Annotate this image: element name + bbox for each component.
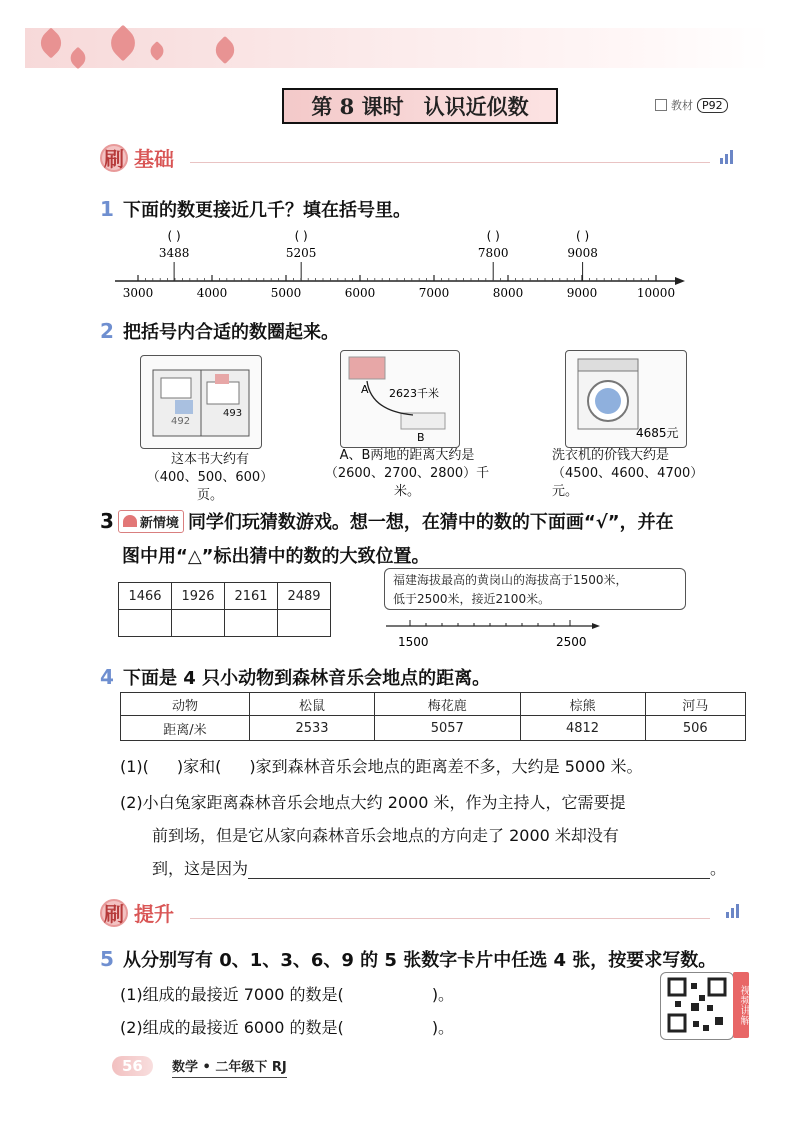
axis-label-left: 1500 [398, 635, 429, 649]
lesson-title: 认识近似数 [423, 94, 529, 119]
question-5-part-2: (2)组成的最接近 6000 的数是( )。 [120, 1018, 455, 1037]
book-caption: 这本书大约有 （400、500、600）页。 [146, 452, 274, 503]
section-label: 基础 [134, 147, 174, 171]
number-line-1 [110, 226, 690, 308]
table-row [119, 583, 331, 610]
washer-card [565, 350, 687, 448]
book-card [140, 355, 262, 449]
question-4-part-1: (1)( )家和( )家到森林音乐会地点的距离差不多，大约是 5000 米。 [120, 757, 643, 776]
number-line-2 [384, 618, 604, 652]
table-cell: 2161 [225, 583, 278, 610]
point-a-label: A [361, 383, 369, 396]
level-bars-icon [726, 904, 739, 918]
question-3-line2: 图中用“△”标出猜中的数的大致位置。 [122, 546, 430, 567]
distance-label: 2623千米 [389, 387, 439, 400]
table-header: 动物 [121, 693, 250, 716]
question-4-part-2-line3: 到，这是因为 。 [152, 859, 727, 878]
book-info: 数学 • 二年级下 RJ [172, 1056, 287, 1078]
table-cell: 1926 [172, 583, 225, 610]
price-label: 4685元 [636, 426, 679, 440]
tick-label: 9000 [566, 286, 598, 300]
question-1: 1 下面的数更接近几千？填在括号里。 [100, 197, 412, 221]
question-3: 3 新情境 同学们玩猜数游戏。想一想，在猜中的数的下面画“√”，并在 [100, 509, 674, 533]
answer-line[interactable] [248, 859, 710, 879]
table-header: 距离/米 [121, 716, 250, 741]
hint-box: 福建海拔最高的黄岗山的海拔高于1500米， 低于2500米，接近2100米。 [384, 568, 686, 610]
marked-number-label: 5205 [285, 246, 317, 260]
question-5-part-1: (1)组成的最接近 7000 的数是( )。 [120, 985, 455, 1004]
lesson-number: 第 8 课时 [311, 94, 404, 119]
answer-cell[interactable] [278, 610, 331, 637]
section-advanced-header [100, 898, 174, 927]
tick-label: 3000 [122, 286, 154, 300]
umbrella-icon [123, 515, 137, 527]
question-2: 2 把括号内合适的数圈起来。 [100, 319, 340, 343]
section-mark: 刷 [100, 144, 128, 172]
guess-number-table [118, 582, 331, 637]
arrow-head-icon [675, 277, 685, 285]
table-cell: 506 [645, 716, 746, 741]
tick-label: 10000 [636, 286, 676, 300]
answer-blank: ( ) [486, 229, 500, 243]
question-4-part-2: (2)小白兔家距离森林音乐会地点大约 2000 米，作为主持人，它需要提 [120, 793, 626, 812]
section-mark: 刷 [100, 899, 128, 927]
tick-label: 5000 [270, 286, 302, 300]
lesson-title-banner [282, 88, 558, 124]
table-cell: 梅花鹿 [375, 693, 521, 716]
washing-machine-icon [566, 351, 686, 447]
level-bars-icon [720, 150, 733, 164]
distance-map-icon [341, 351, 459, 447]
question-4-part-2-line2: 前到场，但是它从家向森林音乐会地点的方向走了 2000 米却没有 [152, 826, 619, 845]
video-explanation-label[interactable]: 视频讲解 [733, 972, 749, 1038]
arrow-head-icon [592, 623, 600, 629]
section-divider [190, 918, 710, 919]
map-card [340, 350, 460, 448]
table-cell: 棕熊 [520, 693, 645, 716]
map-caption: A、B两地的距离大约是 （2600、2700、2800）千米。 [324, 448, 490, 499]
table-cell: 河马 [645, 693, 746, 716]
page-number-right: 493 [223, 408, 243, 419]
page-number-left: 492 [171, 416, 191, 427]
question-5: 5 从分别写有 0、1、3、6、9 的 5 张数字卡片中任选 4 张，按要求写数。 [100, 947, 717, 971]
section-divider [190, 162, 710, 163]
section-label: 提升 [134, 902, 174, 926]
book-icon [655, 99, 667, 111]
qr-code-icon[interactable] [660, 972, 734, 1040]
washer-caption: 洗衣机的价钱大约是 （4500、4600、4700）元。 [552, 448, 704, 499]
table-cell: 2489 [278, 583, 331, 610]
table-cell: 5057 [375, 716, 521, 741]
tick-label: 4000 [196, 286, 228, 300]
page-number-badge: 56 [112, 1056, 153, 1076]
point-b-label: B [417, 431, 425, 444]
answer-cell[interactable] [119, 610, 172, 637]
table-row [119, 610, 331, 637]
marked-number-label: 7800 [477, 246, 509, 260]
header-band [25, 28, 770, 68]
marked-number-label: 3488 [158, 246, 190, 260]
answer-blank: ( ) [167, 229, 181, 243]
distance-table [120, 692, 746, 741]
answer-blank: ( ) [575, 229, 590, 243]
marked-number-label: 9008 [567, 246, 598, 260]
question-4: 4 下面是 4 只小动物到森林音乐会地点的距离。 [100, 665, 491, 689]
answer-cell[interactable] [172, 610, 225, 637]
tick-label: 8000 [492, 286, 524, 300]
section-basic-header [100, 143, 174, 172]
tick-label: 6000 [344, 286, 376, 300]
tick-label: 7000 [418, 286, 450, 300]
table-cell: 4812 [520, 716, 645, 741]
new-context-tag: 新情境 [118, 510, 184, 533]
answer-blank: ( ) [294, 229, 308, 243]
table-row [121, 693, 746, 716]
axis-label-right: 2500 [556, 635, 587, 649]
table-row [121, 716, 746, 741]
table-cell: 松鼠 [250, 693, 375, 716]
open-book-icon [141, 356, 261, 448]
table-cell: 2533 [250, 716, 375, 741]
textbook-page-ref: 教材 P92 [655, 97, 728, 113]
table-cell: 1466 [119, 583, 172, 610]
answer-cell[interactable] [225, 610, 278, 637]
